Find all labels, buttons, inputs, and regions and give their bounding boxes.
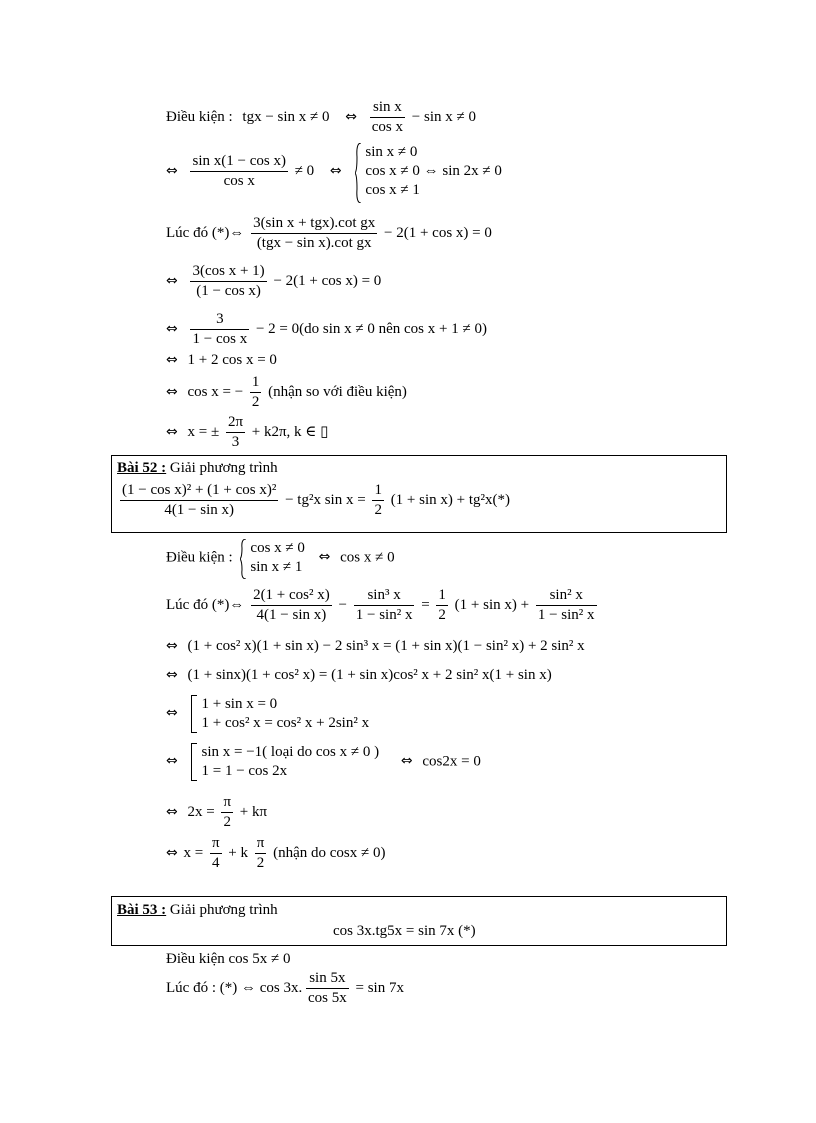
fraction: $\frac{\text{sin x}}{\text{cos x}}$ xyxy=(371,99,404,135)
system-of-equations: sin x ≠ 0 cos x ≠ 0 ⇔ sin 2x ≠ 0 cos x ≠ 1 xyxy=(355,143,501,200)
solution-line-6: ⇔ 1 + 2 cos x = 0 xyxy=(166,352,277,368)
fraction: $\frac{\text{sin³ x}}{\text{1 − sin² x}}$ xyxy=(355,587,413,623)
bai52-line-3: ⇔ (1 + cos² x)(1 + sin x) − 2 sin³ x = (1 + sin x)(1 − sin² x) + 2 sin² x xyxy=(166,638,585,654)
fraction: $\frac{\text{2(1 + cos² x)}}{\text{4(1 − sin x)}}$ xyxy=(253,587,330,623)
fraction: $\frac{\text{3(sin x + tgx).cot gx}}{\text{(tgx − sin x).cot gx}}$ xyxy=(253,215,376,251)
solution-line-7: ⇔ cos x = − $\frac{1}{2}$ (nhận so với điều kiện) xyxy=(166,374,407,410)
iff-symbol: ⇔ xyxy=(166,844,178,861)
fraction: $\frac{\pi}{2}$ xyxy=(223,794,232,830)
iff-symbol: ⇔ xyxy=(166,667,178,683)
fraction: $\frac{\text{sin² x}}{\text{1 − sin² x}}$ xyxy=(537,587,595,623)
fraction: $\frac{2\pi}{3}$ xyxy=(227,414,244,450)
iff-symbol: ⇔ xyxy=(166,162,178,179)
bai52-line-4: ⇔ (1 + sinx)(1 + cos² x) = (1 + sin x)cos² x + 2 sin² x(1 + sin x) xyxy=(166,667,552,683)
brace-icon xyxy=(355,143,361,203)
fraction: $\frac{1}{2}$ xyxy=(251,374,260,410)
bracket-icon xyxy=(191,743,197,781)
bai52-condition: Điều kiện : cos x ≠ 0 sin x ≠ 1 ⇔ cos x ≠ 0 xyxy=(166,539,395,577)
bai52-line-5 xyxy=(166,695,369,733)
fraction: $\frac{\text{3(cos x + 1)}}{\text{(1 − cos x)}}$ xyxy=(192,263,265,299)
iff-symbol: ⇔ xyxy=(329,162,342,179)
union-bracket: sin x = −1( loại do cos x ≠ 0 ) 1 = 1 − cos 2x xyxy=(191,743,379,781)
iff-symbol: ⇔ xyxy=(166,383,178,400)
fraction: $\frac{\pi}{4}$ xyxy=(211,835,220,871)
bai52-line-2: Lúc đó (*)⇔ $\frac{\text{2(1 + cos² x)}}{\text{4(1 − sin x)}}$ − $\frac{\text{sin³ x}}{\text{1 − sin² x}}$ = $\frac{1}{2}$ (1 + sin x) + $\frac{\text{sin² x}}{\text{1 − sin² x}}$ xyxy=(166,587,595,623)
iff-symbol: ⇔ xyxy=(166,638,178,654)
condition-line: Điều kiện : tgx − sin x ≠ 0 ⇔ $\frac{\text{sin x}}{\text{cos x}}$ − sin x ≠ 0 xyxy=(166,99,476,135)
fraction: $\frac{1}{2}$ xyxy=(438,587,446,623)
bai53-line-2: Lúc đó : (*) ⇔ cos 3x. $\frac{\sin 5x}{\cos 5x}$ = sin 7x xyxy=(166,970,404,1006)
iff-symbol: ⇔ xyxy=(400,753,413,770)
iff-symbol: ⇔ xyxy=(166,705,178,722)
brace-icon xyxy=(240,539,246,579)
problem-label: Bài 53 : xyxy=(117,902,167,918)
bai52-line-6: ⇔ sin x = −1( loại do cos x ≠ 0 ) 1 = 1 − cos 2x ⇔ cos2x = 0 xyxy=(166,744,481,779)
bai52-line-7: ⇔ 2x = $\frac{\pi}{2}$ + kπ xyxy=(166,794,268,830)
fraction: $\frac{\text{(1 − cos x)² + (1 + cos x)²}}{\text{4(1 − sin x)}}$ xyxy=(122,482,277,518)
iff-symbol: ⇔ xyxy=(166,320,178,337)
iff-symbol: ⇔ xyxy=(166,272,178,289)
fraction: $\frac{\sin 5x}{\cos 5x}$ xyxy=(307,970,347,1006)
system-of-equations: cos x ≠ 0 sin x ≠ 1 xyxy=(240,539,304,577)
iff-symbol: ⇔ xyxy=(166,803,178,820)
union-bracket: 1 + sin x = 0 1 + cos² x = cos² x + 2sin² x xyxy=(191,695,369,733)
fraction: $\frac{1}{2}$ xyxy=(374,482,382,518)
fraction: $\frac{\pi}{2}$ xyxy=(256,835,265,871)
iff-symbol: ⇔ xyxy=(166,753,178,770)
iff-symbol: ⇔ xyxy=(345,108,358,125)
bai52-heading: Bài 52 : Giải phương trình xyxy=(117,460,278,476)
iff-symbol: ⇔ xyxy=(318,549,331,566)
bai52-equation: $\frac{\text{(1 − cos x)² + (1 + cos x)²}}{\text{4(1 − sin x)}}$ − tg²x sin x = $\frac{1}{2}$ (1 + sin x) + tg²x(*) xyxy=(122,482,511,518)
solution-line-8: ⇔ x = ± $\frac{2\pi}{3}$ + k2π, k ∈ ▯ xyxy=(166,414,329,450)
problem-label: Bài 52 : xyxy=(117,460,167,476)
iff-symbol: ⇔ xyxy=(166,423,178,440)
bai52-line-8: ⇔ x = $\frac{\pi}{4}$ + k $\frac{\pi}{2}$ (nhận do cosx ≠ 0) xyxy=(166,835,386,871)
bai53-heading: Bài 53 : Giải phương trình xyxy=(117,902,278,918)
solution-line-5: ⇔ $\frac{3}{\text{1 − cos x}}$ − 2 = 0(do sin x ≠ 0 nên cos x + 1 ≠ 0) xyxy=(166,311,487,347)
bracket-icon xyxy=(191,695,197,733)
solution-line-4: ⇔ $\frac{\text{3(cos x + 1)}}{\text{(1 − cos x)}}$ − 2(1 + cos x) = 0 xyxy=(166,263,382,299)
fraction: $\frac{\text{sin x(1 − cos x)}}{\text{cos x}}$ xyxy=(192,153,286,189)
bai53-equation: cos 3x.tg5x = sin 7x (*) xyxy=(333,923,476,939)
bai53-condition: Điều kiện cos 5x ≠ 0 xyxy=(166,951,291,967)
condition-line-2: ⇔ $\frac{\text{sin x(1 − cos x)}}{\text{cos x}}$ ≠ 0 ⇔ sin x ≠ 0 cos x ≠ 0 ⇔ sin 2x ≠ 0 cos x ≠ 1 xyxy=(166,143,502,200)
fraction: $\frac{3}{\text{1 − cos x}}$ xyxy=(192,311,248,347)
iff-symbol: ⇔ xyxy=(166,352,178,368)
solution-line-3: Lúc đó (*)⇔ $\frac{\text{3(sin x + tgx).cot gx}}{\text{(tgx − sin x).cot gx}}$ − 2(1 + cos x) = 0 xyxy=(166,215,492,251)
